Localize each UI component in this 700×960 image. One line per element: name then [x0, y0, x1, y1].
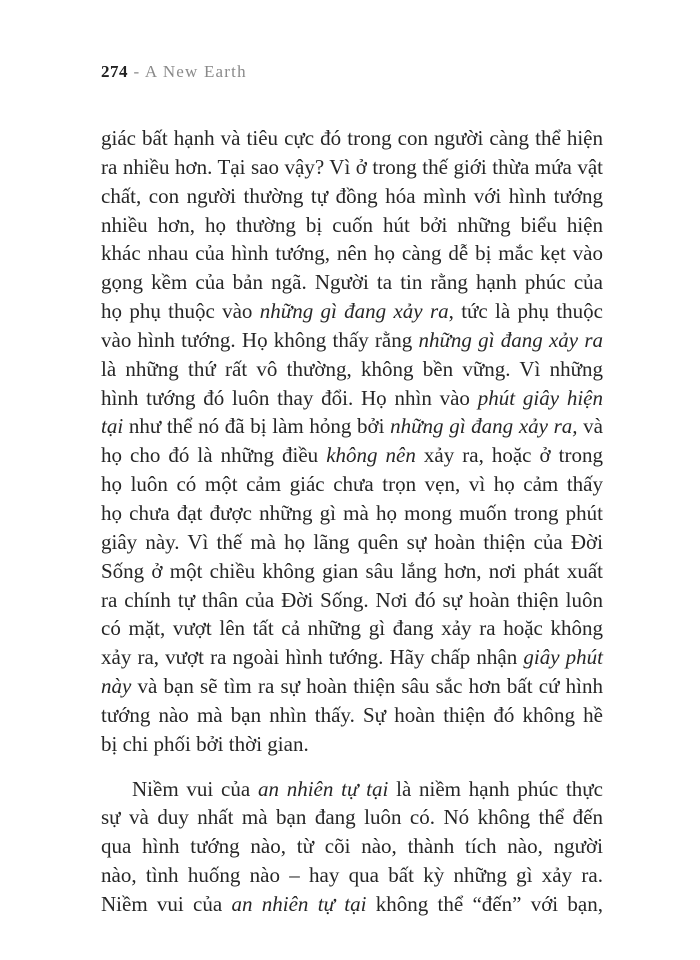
text-line [101, 803, 603, 832]
text-line [101, 441, 603, 470]
text-line [101, 499, 603, 528]
text-line [101, 153, 603, 182]
text-line [101, 586, 603, 615]
body-text [101, 124, 603, 919]
italic-phrase: tại [101, 414, 124, 439]
italic-phrase: những gì đang xảy ra [259, 299, 449, 324]
text-run: gọng kềm của bản ngã. Người ta tin rằng hạnh phúc của [101, 270, 603, 295]
text-run: như thể nó đã bị làm hỏng bởi [123, 414, 391, 439]
text-run: là niềm hạnh phúc thực [388, 776, 603, 801]
text-line [101, 775, 603, 804]
running-head [101, 62, 247, 82]
text-run: xảy ra, hoặc ở trong [415, 443, 603, 468]
text-run: Niềm vui của [132, 776, 258, 801]
italic-phrase: không nên [326, 443, 416, 468]
text-run: và [577, 414, 603, 439]
text-run: Sống ở một chiều không gian sâu lắng hơn, nơi phát xuất [101, 558, 603, 583]
text-run: bị chi phối bởi thời gian. [101, 731, 309, 756]
text-run: họ phụ thuộc vào [101, 299, 260, 324]
text-line [101, 730, 603, 759]
italic-phrase: những gì đang xảy ra, [390, 414, 578, 439]
text-line [101, 239, 603, 268]
text-run: giây này. Vì thế mà họ lãng quên sự hoàn thiện của Đời [101, 529, 603, 554]
text-line [101, 297, 603, 326]
italic-phrase: phút giây hiện [477, 385, 603, 410]
text-line [101, 643, 603, 672]
italic-phrase: an nhiên tự tại [257, 776, 389, 801]
text-line [101, 614, 603, 643]
text-run: khác nhau của hình tướng, nên họ càng dễ bị mắc kẹt vào [101, 241, 603, 266]
text-line [101, 268, 603, 297]
italic-phrase: giây phút [523, 645, 603, 670]
text-line [101, 355, 603, 384]
text-line [101, 211, 603, 240]
text-run: qua hình tướng nào, từ cõi nào, thành tích nào, người [101, 834, 603, 859]
text-run: nhiều hơn, họ thường bị cuốn hút bởi những biểu hiện [101, 212, 603, 237]
text-run: sự và duy nhất mà bạn đang luôn có. Nó không thể đến [101, 805, 603, 830]
text-run: vào hình tướng. Họ không thấy rằng [101, 327, 419, 352]
text-line [101, 701, 603, 730]
paragraph-gap [101, 759, 603, 775]
text-line [101, 470, 603, 499]
text-run: xảy ra, vượt ra ngoài hình tướng. Hãy chấp nhận [101, 645, 524, 670]
text-line [101, 412, 603, 441]
book-title: A New Earth [144, 62, 247, 81]
text-line [101, 182, 603, 211]
text-line [101, 528, 603, 557]
text-run: chất, con người thường tự đồng hóa mình với hình tướng [101, 183, 603, 208]
text-run: giác bất hạnh và tiêu cực đó trong con người càng thể hiện [101, 126, 603, 150]
text-run: họ luôn có một cảm giác chưa trọn vẹn, vì họ cảm thấy [101, 472, 603, 497]
text-run: ra chính tự thân của Đời Sống. Nơi đó sự hoàn thiện luôn [101, 587, 603, 612]
text-run: Niềm vui của [101, 891, 232, 916]
text-run: hình tướng đó luôn thay đổi. Họ nhìn vào [101, 385, 478, 410]
text-run: ra nhiều hơn. Tại sao vậy? Vì ở trong thế giới thừa mứa vật [101, 154, 603, 179]
text-run: họ chưa đạt được những gì mà họ mong muốn trong phút [101, 500, 603, 525]
text-run: có mặt, vượt lên tất cả những gì đang xảy ra hoặc không [101, 616, 603, 641]
text-run: tướng nào mà bạn nhìn thấy. Sự hoàn thiện đó không hề [101, 702, 603, 727]
paragraph [101, 775, 603, 919]
text-line [101, 326, 603, 355]
italic-phrase: an nhiên tự tại [231, 891, 367, 916]
text-line [101, 384, 603, 413]
text-line [101, 832, 603, 861]
text-line [101, 861, 603, 890]
text-line [101, 890, 603, 919]
text-run: là những thứ rất vô thường, không bền vững. Vì những [101, 356, 603, 381]
paragraph [101, 124, 603, 759]
text-line [101, 124, 603, 153]
text-run: không thể “đến” với bạn, [366, 891, 603, 916]
text-line [101, 557, 603, 586]
text-run: và bạn sẽ tìm ra sự hoàn thiện sâu sắc hơn bất cứ hình [131, 674, 603, 699]
text-run: họ cho đó là những điều [101, 443, 327, 468]
text-run: nào, tình huống nào – hay qua bất kỳ những gì xảy ra. [101, 863, 603, 888]
italic-phrase: này [101, 674, 132, 699]
italic-phrase: những gì đang xảy ra [418, 327, 603, 352]
running-head-separator: - [128, 62, 145, 81]
text-line [101, 672, 603, 701]
page-number: 274 [101, 62, 128, 81]
text-run: , tức là phụ thuộc [448, 299, 603, 324]
